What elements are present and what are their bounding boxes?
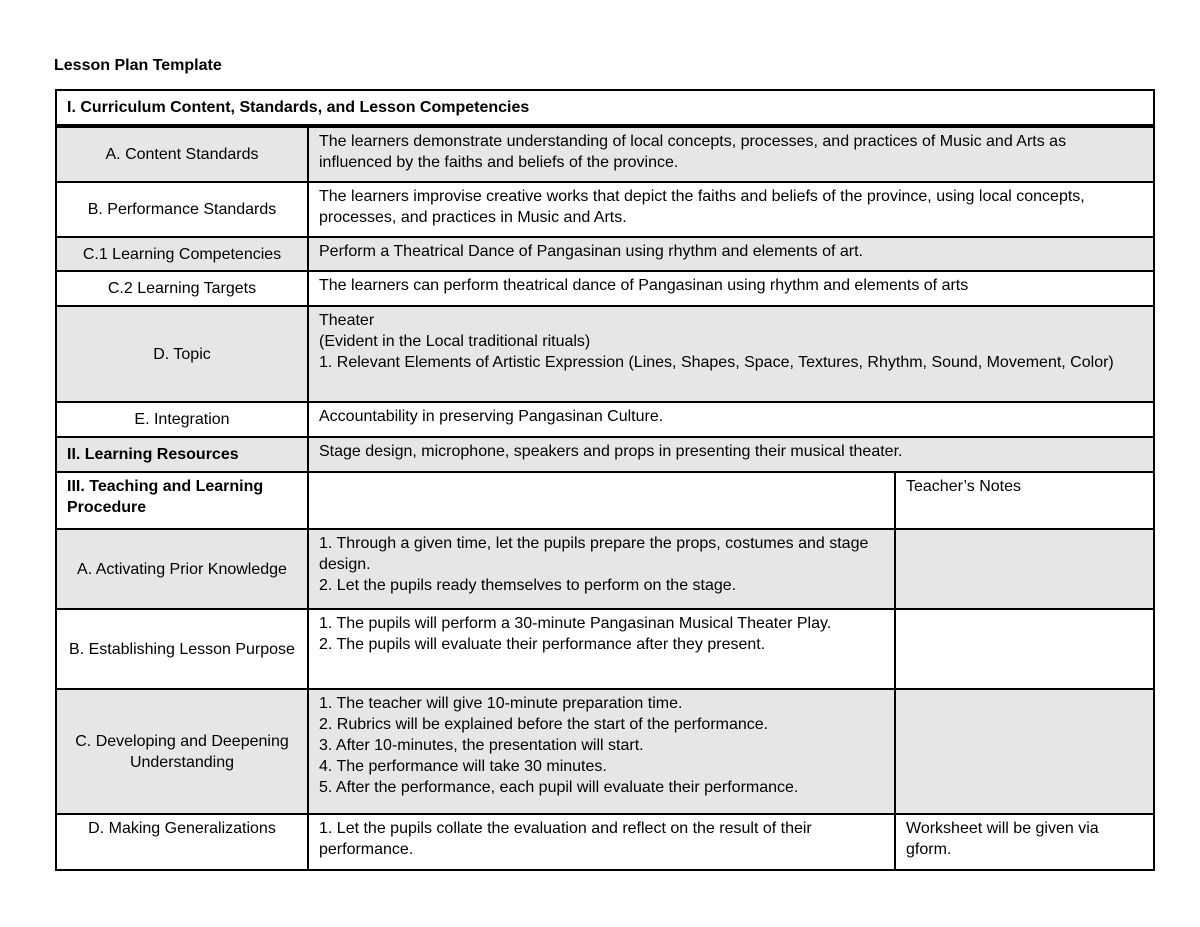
table-row xyxy=(56,271,1154,306)
learning-resources-text: Stage design, microphone, speakers and props in presenting their musical theater. xyxy=(308,437,1154,472)
table-row xyxy=(56,402,1154,437)
section1-header: I. Curriculum Content, Standards, and Lesson Competencies xyxy=(56,90,1154,126)
table-row xyxy=(56,689,1154,814)
developing-understanding-text: 1. The teacher will give 10-minute preparation time. 2. Rubrics will be explained before the start of the performance. 3. After 10-minutes, the presentation will start. 4. The performance will take 30 minutes. 5. After the performance, each pupil will evaluate their performance. xyxy=(308,689,895,814)
document-title: Lesson Plan Template xyxy=(54,57,222,74)
section-header-row xyxy=(56,90,1154,126)
content-standards-text: The learners demonstrate understanding of local concepts, processes, and practices of Music and Arts as influenced by the faiths and beliefs of the province. xyxy=(308,126,1154,182)
table-row xyxy=(56,529,1154,609)
content-standards-label: A. Content Standards xyxy=(56,126,308,182)
activating-prior-knowledge-notes xyxy=(895,529,1154,609)
learning-targets-text: The learners can perform theatrical dance of Pangasinan using rhythm and elements of arts xyxy=(308,271,1154,306)
learning-competencies-label: C.1 Learning Competencies xyxy=(56,237,308,271)
table-row xyxy=(56,306,1154,402)
activating-prior-knowledge-text: 1. Through a given time, let the pupils prepare the props, costumes and stage design. 2. Let the pupils ready themselves to perform on the stage. xyxy=(308,529,895,609)
lesson-plan-table xyxy=(55,89,1155,871)
making-generalizations-notes: Worksheet will be given via gform. xyxy=(895,814,1154,870)
topic-text: Theater (Evident in the Local traditional rituals) 1. Relevant Elements of Artistic Expression (Lines, Shapes, Space, Textures, Rhythm, Sound, Movement, Color) xyxy=(308,306,1154,402)
establishing-purpose-notes xyxy=(895,609,1154,689)
table-row xyxy=(56,472,1154,529)
establishing-purpose-text: 1. The pupils will perform a 30-minute Pangasinan Musical Theater Play. 2. The pupils will evaluate their performance after they present. xyxy=(308,609,895,689)
table-row xyxy=(56,814,1154,870)
performance-standards-text: The learners improvise creative works that depict the faiths and beliefs of the province, using local concepts, processes, and practices in Music and Arts. xyxy=(308,182,1154,237)
topic-label: D. Topic xyxy=(56,306,308,402)
performance-standards-label: B. Performance Standards xyxy=(56,182,308,237)
table-row xyxy=(56,609,1154,689)
table-row xyxy=(56,437,1154,472)
developing-understanding-notes xyxy=(895,689,1154,814)
table-row xyxy=(56,182,1154,237)
learning-competencies-text: Perform a Theatrical Dance of Pangasinan using rhythm and elements of art. xyxy=(308,237,1154,271)
learning-resources-label: II. Learning Resources xyxy=(56,437,308,472)
establishing-purpose-label: B. Establishing Lesson Purpose xyxy=(56,609,308,689)
making-generalizations-label: D. Making Generalizations xyxy=(56,814,308,870)
making-generalizations-text: 1. Let the pupils collate the evaluation and reflect on the result of their performance. xyxy=(308,814,895,870)
table-row xyxy=(56,237,1154,271)
developing-understanding-label: C. Developing and Deepening Understanding xyxy=(56,689,308,814)
teaching-procedure-label: III. Teaching and Learning Procedure xyxy=(56,472,308,529)
activating-prior-knowledge-label: A. Activating Prior Knowledge xyxy=(56,529,308,609)
learning-targets-label: C.2 Learning Targets xyxy=(56,271,308,306)
table-row xyxy=(56,126,1154,182)
teachers-notes-header: Teacher’s Notes xyxy=(895,472,1154,529)
teaching-procedure-blank xyxy=(308,472,895,529)
integration-label: E. Integration xyxy=(56,402,308,437)
integration-text: Accountability in preserving Pangasinan Culture. xyxy=(308,402,1154,437)
